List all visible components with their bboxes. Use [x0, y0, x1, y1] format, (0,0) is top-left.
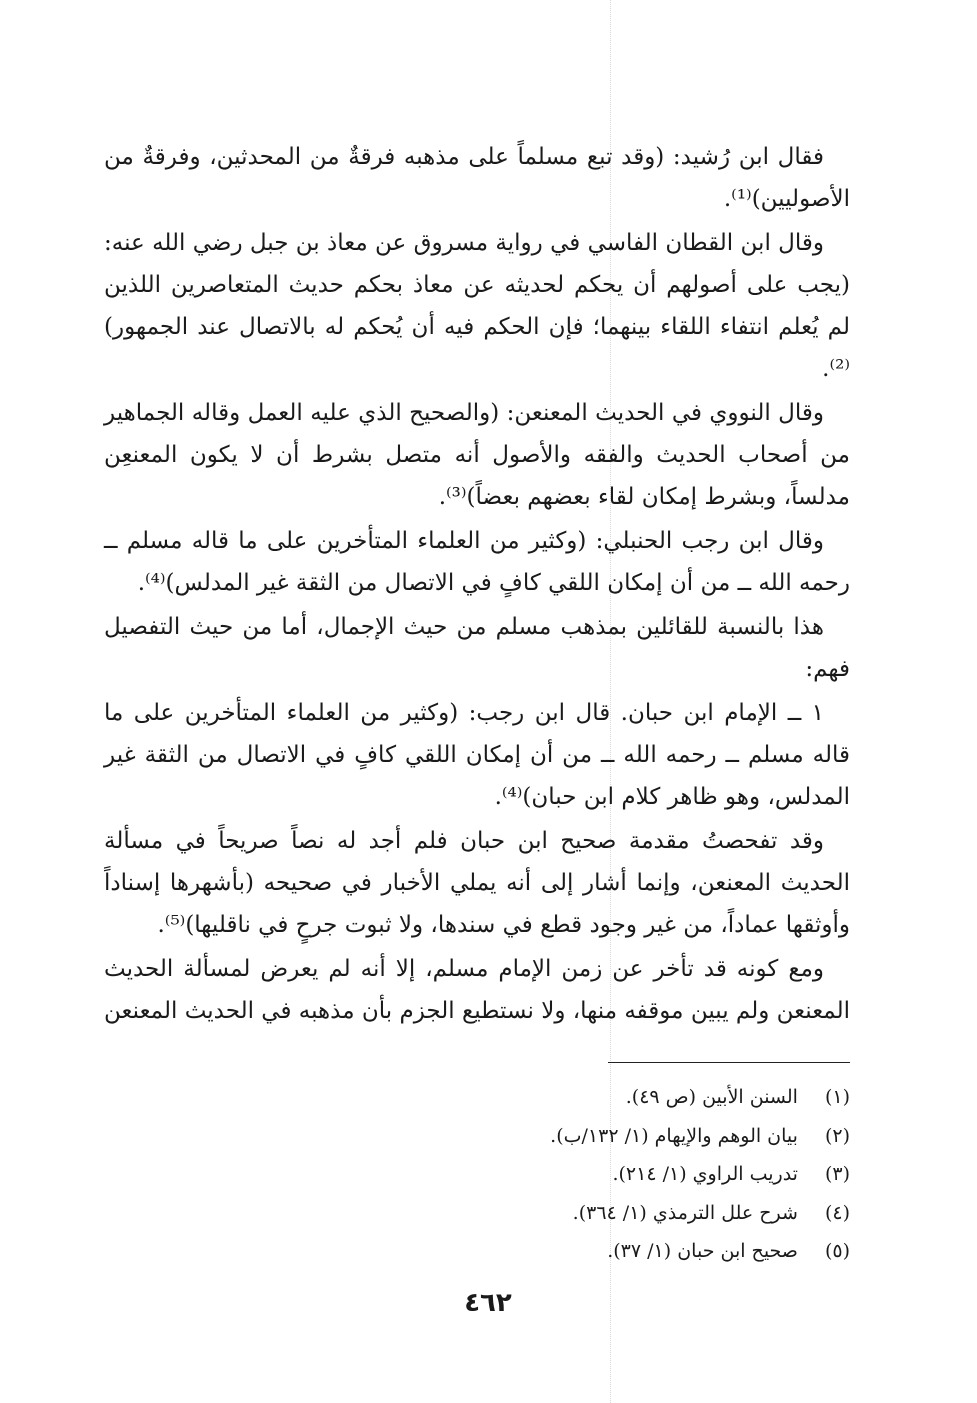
footnote-text: شرح علل الترمذي (١/ ٣٦٤).: [572, 1201, 798, 1224]
paragraph: وقال النووي في الحديث المعنعن: (والصحيح الذي عليه العمل وقاله الجماهير من أصحاب الحديث والفقه والأصول أنه متصل بشرط أن لا يكون المعنعِن مدلساً، وبشرط إمكان لقاء بعضهم بعضاً)⁽³⁾.: [104, 400, 850, 510]
footnote-text: تدريب الراوي (١/ ٢١٤).: [612, 1163, 798, 1185]
footnote-item: [300, 1117, 850, 1156]
paragraph: وقال ابن رجب الحنبلي: (وكثير من العلماء المتأخرين على ما قاله مسلم ــ رحمه الله ــ من أن إمكان اللقي كافٍ في الاتصال من الثقة غير المدلس)⁽⁴⁾.: [104, 528, 850, 596]
footnotes: [300, 1078, 850, 1271]
paragraph: هذا بالنسبة للقائلين بمذهب مسلم من حيث الإجمال، أما من حيث التفصيل فهم:: [104, 614, 850, 682]
paragraph: ١ ــ الإمام ابن حبان. قال ابن رجب: (وكثير من العلماء المتأخرين على ما قاله مسلم ــ رحمه الله ــ من أن إمكان اللقي كافٍ في الاتصال من الثقة غير المدلس، وهو ظاهر كلام ابن حبان)⁽⁴⁾.: [104, 700, 850, 810]
footnote-text: بيان الوهم والإيهام (١/ ١٣٢/ب).: [550, 1124, 798, 1147]
paragraph: وقد تفحصتُ مقدمة صحيح ابن حبان فلم أجد له نصاً صريحاً في مسألة الحديث المعنعن، وإنما أشار إلى أنه يملي الأخبار في صحيحه (بأشهرها إسناداً وأوثقها عماداً، من غير وجود قطع في سندها، ولا ثبوت جرحٍ في ناقليها)⁽⁵⁾.: [104, 828, 850, 938]
footnote-separator: [608, 1062, 850, 1063]
footnote-number: (٢): [824, 1124, 850, 1147]
paragraph: وقال ابن القطان الفاسي في رواية مسروق عن معاذ بن جبل رضي الله عنه: (يجب على أصولهم أن يحكم لحديثه عن معاذ بحكم حديث المتعاصرين اللذين لم يُعلم انتفاء اللقاء بينهما؛ فإن الحكم فيه أن يُحكم له بالاتصال عند الجمهور)⁽²⁾.: [104, 230, 850, 382]
footnote-number: (٤): [824, 1201, 850, 1224]
page-number: ٤٦٢: [464, 1288, 512, 1318]
footnote-number: (٥): [824, 1240, 850, 1262]
footnote-item: [300, 1155, 850, 1194]
footnote-text: السنن الأبين (ص ٤٩).: [625, 1086, 798, 1108]
footnote-item: [300, 1078, 850, 1117]
footnote-item: [300, 1232, 850, 1271]
footnote-number: (١): [824, 1086, 850, 1108]
main-text: [104, 136, 850, 1034]
footnote-item: [300, 1194, 850, 1233]
paragraph: ومع كونه قد تأخر عن زمن الإمام مسلم، إلا أنه لم يعرض لمسألة الحديث المعنعن ولم يبين موقفه منها، ولا نستطيع الجزم بأن مذهبه في الحديث المعنعن: [104, 956, 850, 1024]
paragraph: فقال ابن رُشيد: (وقد تبع مسلماً على مذهبه فرقةٌ من المحدثين، وفرقةٌ من الأصوليين)⁽¹⁾.: [104, 144, 850, 212]
footnote-number: (٣): [824, 1163, 850, 1185]
footnote-text: صحيح ابن حبان (١/ ٣٧).: [607, 1240, 798, 1262]
